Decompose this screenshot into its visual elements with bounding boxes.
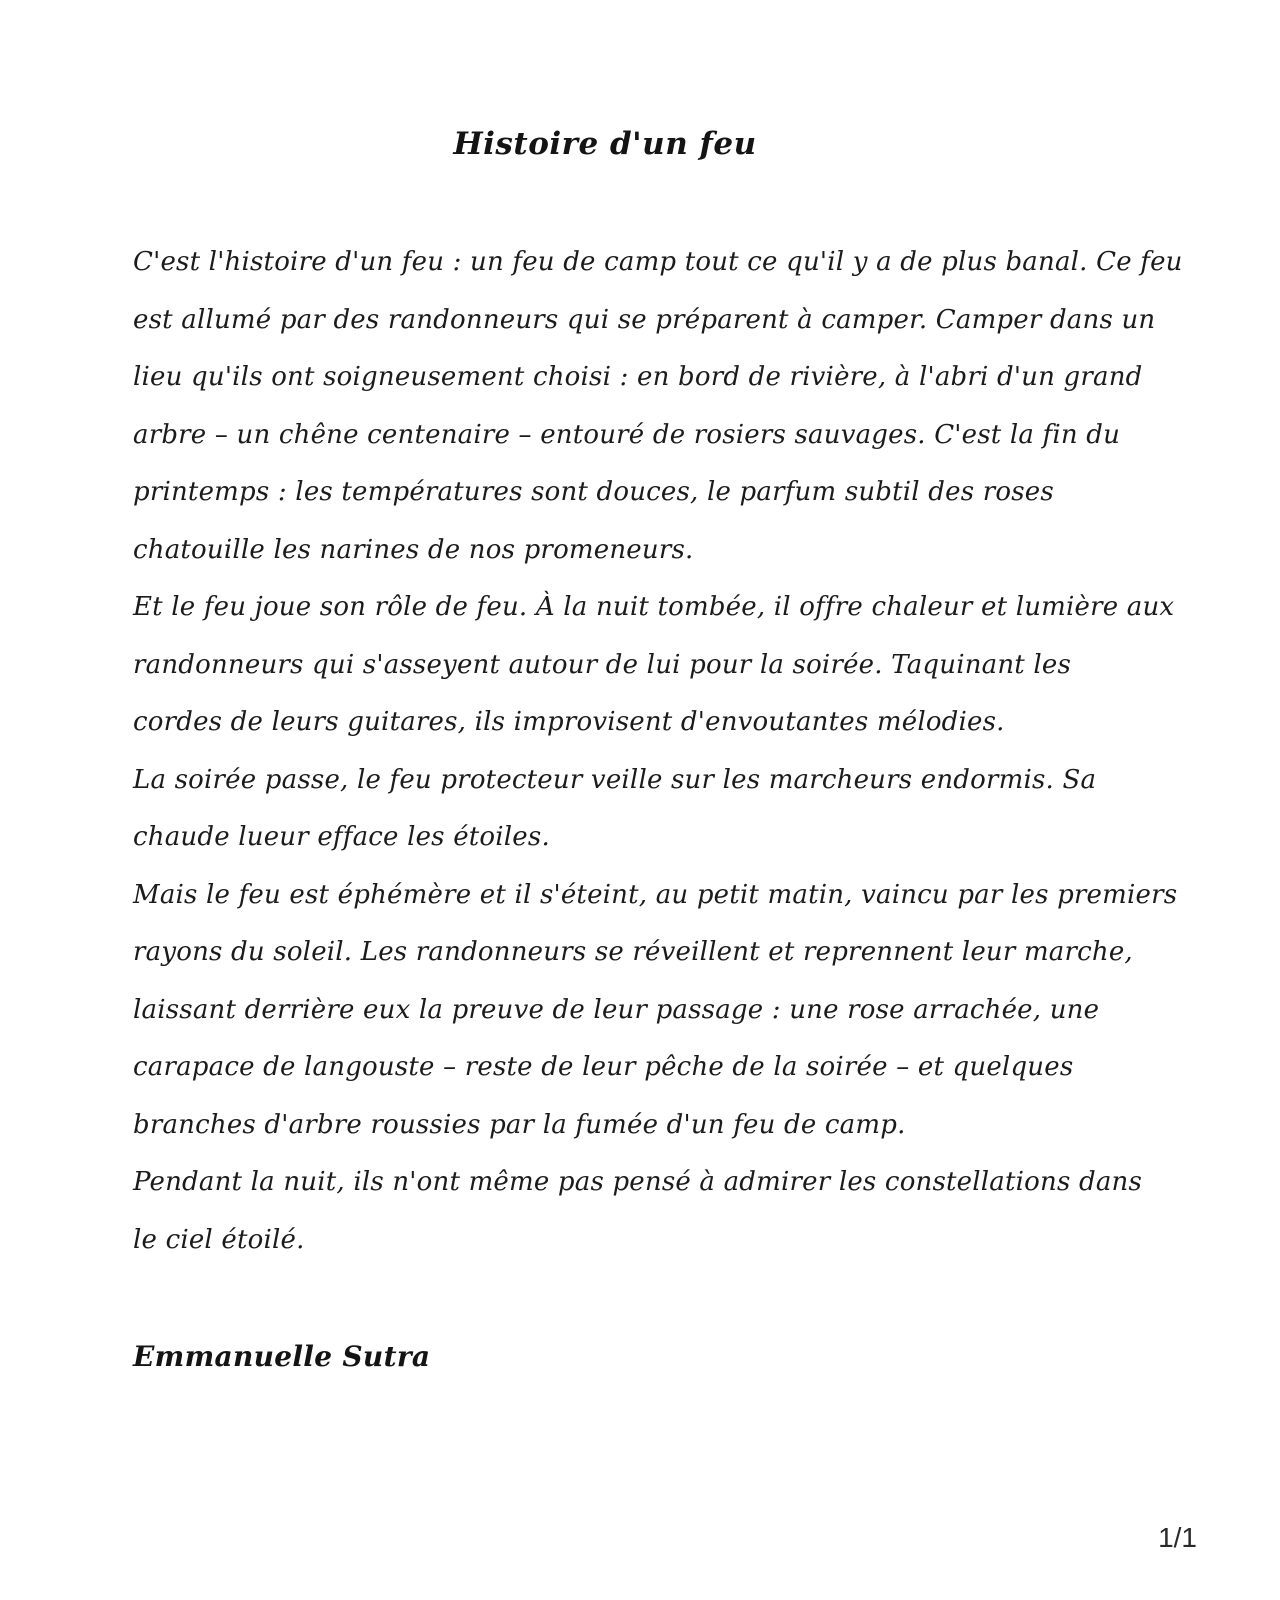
text-line: carapace de langouste – reste de leur pêche de la soirée – et quelques: [133, 1052, 1074, 1082]
text-line: est allumé par des randonneurs qui se préparent à camper. Camper dans un: [133, 304, 1156, 335]
text-line: Pendant la nuit, ils n'ont même pas pensé à admirer les constellations dans: [133, 1167, 1143, 1197]
document-title: Histoire d'un feu: [453, 126, 757, 162]
text-line: le ciel étoilé.: [133, 1224, 305, 1255]
text-line: cordes de leurs guitares, ils improvisent d'envoutantes mélodies.: [133, 707, 1005, 737]
page-number-indicator: 1/1: [1158, 1522, 1197, 1553]
text-line: La soirée passe, le feu protecteur veille sur les marcheurs endormis. Sa: [133, 764, 1097, 795]
text-line: chaude lueur efface les étoiles.: [133, 822, 550, 852]
text-line: printemps : les températures sont douces, le parfum subtil des roses: [133, 477, 1054, 507]
author-name: Emmanuelle Sutra: [133, 1340, 431, 1373]
text-line: Et le feu joue son rôle de feu. À la nuit tombée, il offre chaleur et lumière aux: [133, 592, 1175, 622]
text-line: laissant derrière eux la preuve de leur passage : une rose arrachée, une: [133, 994, 1100, 1025]
text-line: arbre – un chêne centenaire – entouré de rosiers sauvages. C'est la fin du: [133, 419, 1121, 450]
text-line: Mais le feu est éphémère et il s'éteint, au petit matin, vaincu par les premiers: [133, 879, 1178, 910]
text-line: rayons du soleil. Les randonneurs se réveillent et reprennent leur marche,: [133, 937, 1133, 967]
document-body: [133, 234, 1183, 1269]
text-line: randonneurs qui s'asseyent autour de lui pour la soirée. Taquinant les: [133, 649, 1072, 680]
text-line: C'est l'histoire d'un feu : un feu de camp tout ce qu'il y a de plus banal. Ce feu: [133, 247, 1183, 277]
text-line: lieu qu'ils ont soigneusement choisi : en bord de rivière, à l'abri d'un grand: [133, 362, 1143, 392]
text-line: branches d'arbre roussies par la fumée d'un feu de camp.: [133, 1109, 906, 1140]
text-line: chatouille les narines de nos promeneurs.: [133, 534, 694, 565]
